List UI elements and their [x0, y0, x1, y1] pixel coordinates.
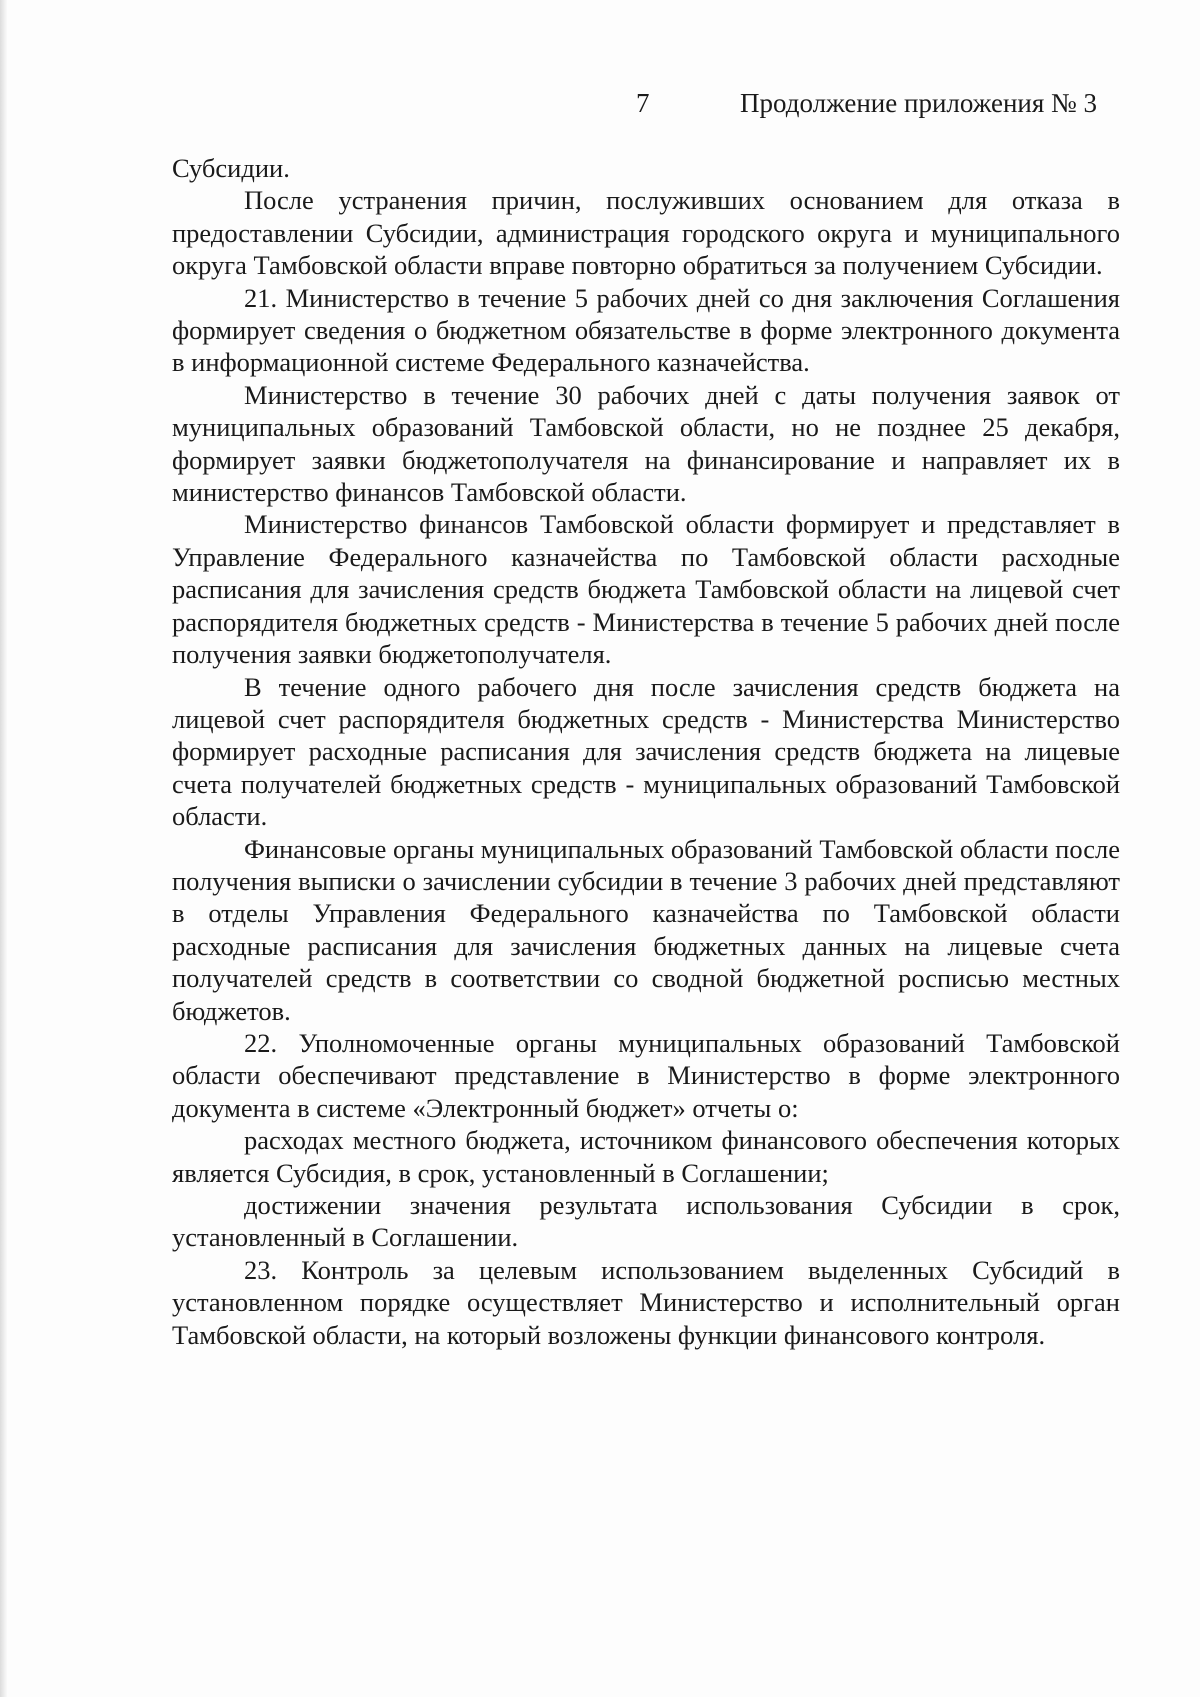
paragraph: Финансовые органы муниципальных образований Тамбовской области после получения выписки о зачислении субсидии в течение 3 рабочих дней представляют в отделы Управления Федерального казначейства по Тамбовской области расходные расписания для зачисления бюджетных данных на лицевые счета получателей средств в соответствии со сводной бюджетной росписью местных бюджетов. [172, 833, 1120, 1026]
paragraph-clause-21: 21. Министерство в течение 5 рабочих дней со дня заключения Соглашения формирует сведения о бюджетном обязательстве в форме электронного документа в информационной системе Федерального казначейства. [172, 282, 1120, 378]
document-body [172, 152, 1120, 1351]
paragraph-list-item: расходах местного бюджета, источником финансового обеспечения которых является Субсидия, в срок, установленный в Соглашении; [172, 1125, 1120, 1188]
paragraph: В течение одного рабочего дня после зачисления средств бюджета на лицевой счет распорядителя бюджетных средств - Министерства Министерство формирует расходные расписания для зачисления средств бюджета на лицевые счета получателей бюджетных средств - муниципальных образований Тамбовской области. [172, 671, 1120, 832]
paragraph: Министерство финансов Тамбовской области формирует и представляет в Управление Федерального казначейства по Тамбовской области расходные расписания для зачисления средств бюджета Тамбовской области на лицевой счет распорядителя бюджетных средств - Министерства в течение 5 рабочих дней после получения заявки бюджетополучателя. [172, 509, 1120, 670]
paragraph: После устранения причин, послуживших основанием для отказа в предоставлении Субсидии, администрация городского округа и муниципального округа Тамбовской области вправе повторно обратиться за получением Субсидии. [172, 185, 1120, 281]
page-header [0, 88, 1200, 128]
paragraph: Министерство в течение 30 рабочих дней с даты получения заявок от муниципальных образований Тамбовской области, но не позднее 25 декабря, формирует заявки бюджетополучателя на финансирование и направляет их в министерство финансов Тамбовской области. [172, 379, 1120, 508]
paragraph-clause-23: 23. Контроль за целевым использованием выделенных Субсидий в установленном порядке осуществляет Министерство и исполнительный орган Тамбовской области, на который возложены функции финансового контроля. [172, 1254, 1120, 1350]
paragraph-list-item: достижении значения результата использования Субсидии в срок, установленный в Соглашении. [172, 1190, 1120, 1253]
appendix-continuation-note: Продолжение приложения № 3 [740, 88, 1098, 118]
page-number: 7 [636, 88, 650, 118]
paragraph-clause-22: 22. Уполномоченные органы муниципальных образований Тамбовской области обеспечивают представление в Министерство в форме электронного документа в системе «Электронный бюджет» отчеты о: [172, 1027, 1120, 1123]
scan-edge-shadow [0, 0, 8, 1697]
paragraph-continuation: Субсидии. [172, 153, 290, 183]
